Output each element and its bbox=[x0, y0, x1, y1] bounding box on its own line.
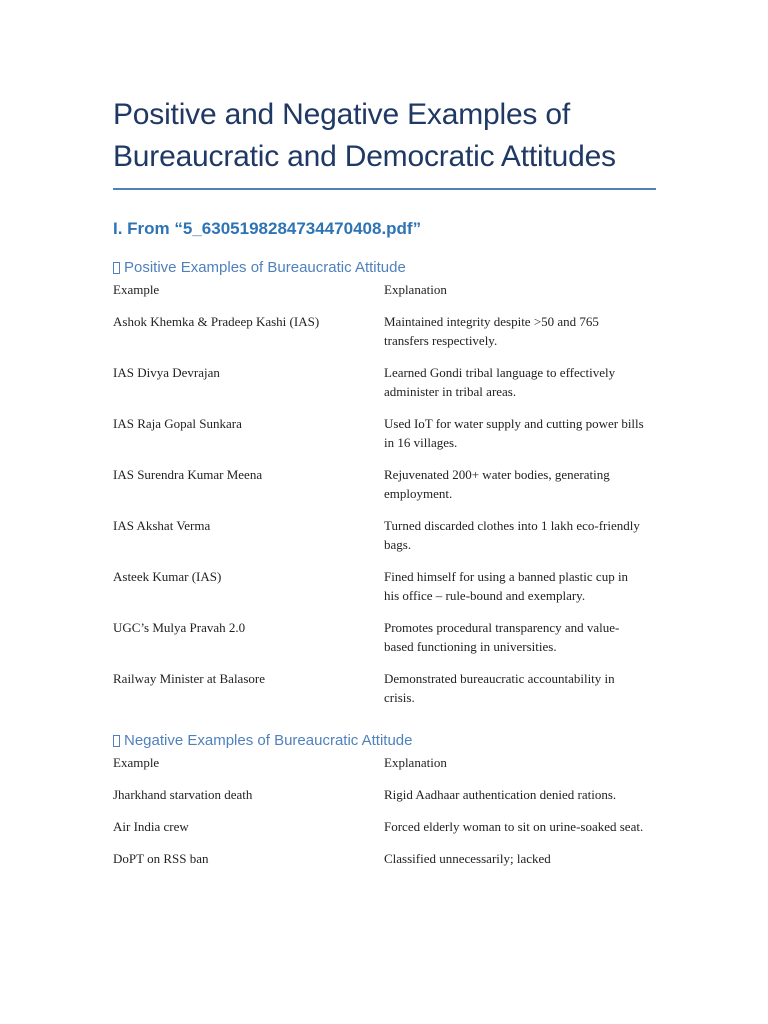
table-row bbox=[113, 669, 658, 707]
example-cell: Asteek Kumar (IAS) bbox=[113, 569, 222, 584]
positive-examples-table bbox=[113, 280, 658, 707]
explanation-cell: Maintained integrity despite >50 and 765 transfers respectively. bbox=[384, 314, 599, 348]
table-row bbox=[113, 567, 658, 605]
example-cell: Ashok Khemka & Pradeep Kashi (IAS) bbox=[113, 314, 320, 329]
example-cell: UGC’s Mulya Pravah 2.0 bbox=[113, 620, 246, 635]
table-row bbox=[113, 817, 658, 836]
document-title: Positive and Negative Examples of Bureaucratic and Democratic Attitudes bbox=[113, 98, 616, 173]
explanation-cell: Classified unnecessarily; lacked bbox=[384, 851, 551, 866]
column-header-example: Example bbox=[113, 755, 160, 770]
positive-examples-heading-text: Positive Examples of Bureaucratic Attitude bbox=[124, 259, 406, 276]
table-row bbox=[113, 465, 658, 503]
negative-examples-heading bbox=[113, 731, 658, 751]
explanation-cell: Turned discarded clothes into 1 lakh eco-friendly bags. bbox=[384, 518, 640, 552]
negative-examples-table bbox=[113, 753, 658, 868]
table-row bbox=[113, 312, 658, 350]
document-page bbox=[113, 0, 658, 881]
table-row bbox=[113, 516, 658, 554]
positive-examples-heading bbox=[113, 258, 658, 278]
table-row bbox=[113, 849, 658, 868]
section-heading: I. From “5_6305198284734470408.pdf” bbox=[113, 219, 422, 238]
table-header-row bbox=[113, 753, 658, 772]
explanation-cell: Promotes procedural transparency and value-based functioning in universities. bbox=[384, 620, 620, 654]
missing-glyph-icon bbox=[113, 262, 120, 274]
explanation-cell: Demonstrated bureaucratic accountability in crisis. bbox=[384, 671, 615, 705]
column-header-explanation: Explanation bbox=[384, 282, 447, 297]
explanation-cell: Rejuvenated 200+ water bodies, generating employment. bbox=[384, 467, 610, 501]
missing-glyph-icon bbox=[113, 735, 120, 747]
example-cell: Railway Minister at Balasore bbox=[113, 671, 265, 686]
example-cell: IAS Akshat Verma bbox=[113, 518, 211, 533]
table-header-row bbox=[113, 280, 658, 299]
example-cell: IAS Surendra Kumar Meena bbox=[113, 467, 263, 482]
example-cell: Jharkhand starvation death bbox=[113, 787, 253, 802]
explanation-cell: Learned Gondi tribal language to effectively administer in tribal areas. bbox=[384, 365, 616, 399]
table-row bbox=[113, 618, 658, 656]
negative-examples-heading-text: Negative Examples of Bureaucratic Attitude bbox=[124, 732, 413, 749]
explanation-cell: Forced elderly woman to sit on urine-soaked seat. bbox=[384, 819, 644, 834]
explanation-cell: Fined himself for using a banned plastic cup in his office – rule-bound and exemplary. bbox=[384, 569, 629, 603]
example-cell: Air India crew bbox=[113, 819, 189, 834]
column-header-explanation: Explanation bbox=[384, 755, 447, 770]
explanation-cell: Rigid Aadhaar authentication denied rations. bbox=[384, 787, 617, 802]
table-row bbox=[113, 414, 658, 452]
example-cell: IAS Raja Gopal Sunkara bbox=[113, 416, 242, 431]
table-row bbox=[113, 785, 658, 804]
column-header-example: Example bbox=[113, 282, 160, 297]
table-row bbox=[113, 363, 658, 401]
example-cell: IAS Divya Devrajan bbox=[113, 365, 220, 380]
explanation-cell: Used IoT for water supply and cutting power bills in 16 villages. bbox=[384, 416, 644, 450]
title-divider bbox=[113, 188, 656, 190]
example-cell: DoPT on RSS ban bbox=[113, 851, 209, 866]
